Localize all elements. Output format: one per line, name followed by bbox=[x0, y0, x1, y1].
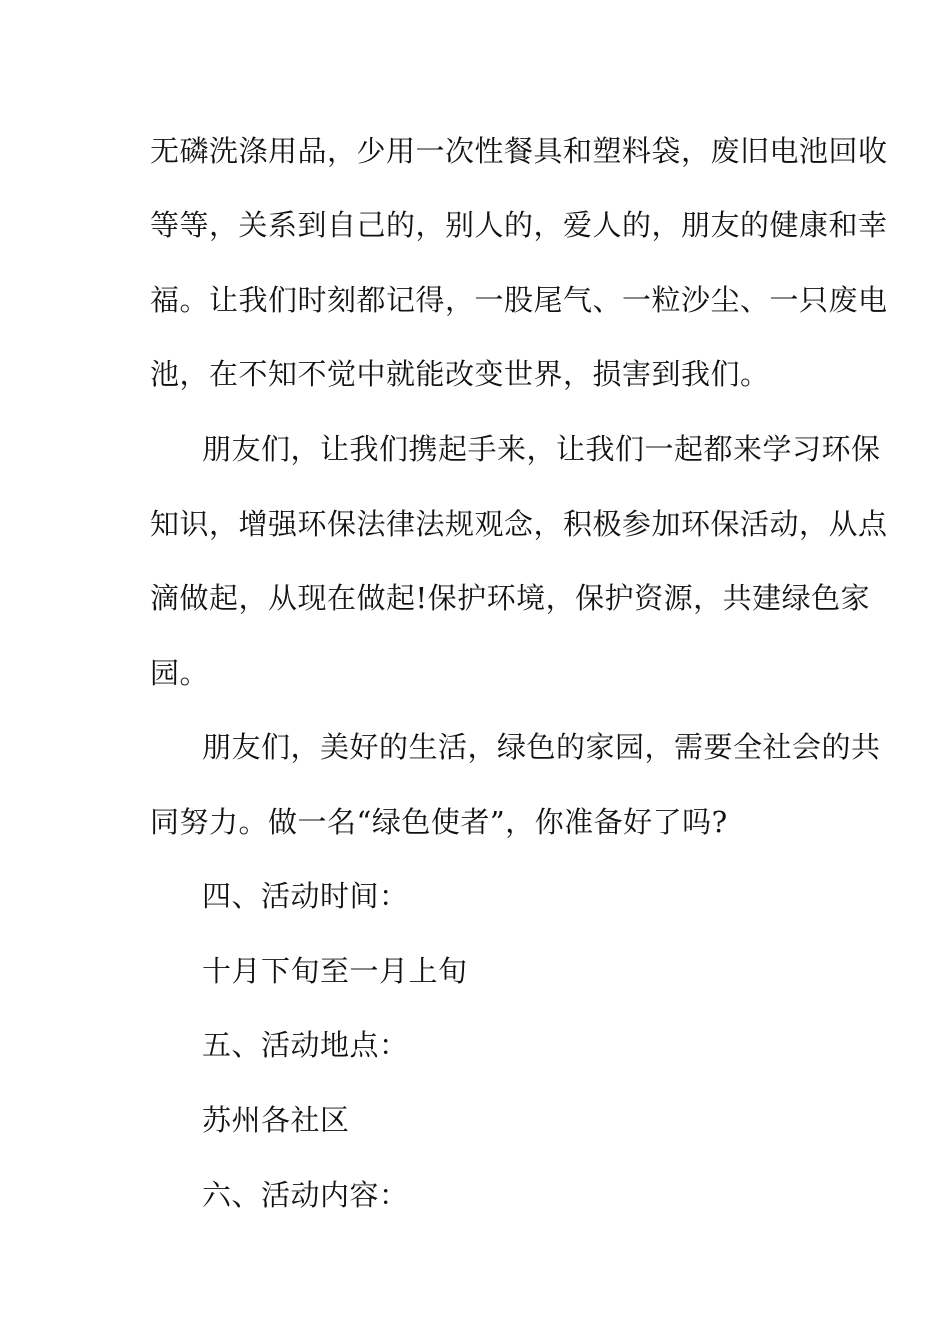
activity-time-value: 十月下旬至一月上旬 bbox=[202, 954, 468, 988]
paragraph-line: 知识，增强环保法律法规观念，积极参加环保活动，从点 bbox=[150, 507, 888, 541]
paragraph-line: 同努力。做一名“绿色使者”，你准备好了吗? bbox=[150, 805, 728, 839]
paragraph-line: 园。 bbox=[150, 656, 210, 690]
paragraph-line: 朋友们，让我们携起手来，让我们一起都来学习环保 bbox=[202, 432, 881, 466]
paragraph-line: 福。让我们时刻都记得，一股尾气、一粒沙尘、一只废电 bbox=[150, 283, 888, 317]
section-heading-location: 五、活动地点： bbox=[202, 1028, 409, 1062]
paragraph-line: 等等，关系到自己的，别人的，爱人的，朋友的健康和幸 bbox=[150, 208, 888, 242]
paragraph-line: 池，在不知不觉中就能改变世界，损害到我们。 bbox=[150, 357, 770, 391]
activity-location-value: 苏州各社区 bbox=[202, 1103, 350, 1137]
section-heading-content: 六、活动内容： bbox=[202, 1178, 409, 1212]
paragraph-line: 无磷洗涤用品，少用一次性餐具和塑料袋，废旧电池回收 bbox=[150, 134, 888, 168]
section-heading-time: 四、活动时间： bbox=[202, 879, 409, 913]
paragraph-line: 朋友们，美好的生活，绿色的家园，需要全社会的共 bbox=[202, 730, 881, 764]
paragraph-line: 滴做起，从现在做起!保护环境，保护资源，共建绿色家 bbox=[150, 581, 871, 615]
